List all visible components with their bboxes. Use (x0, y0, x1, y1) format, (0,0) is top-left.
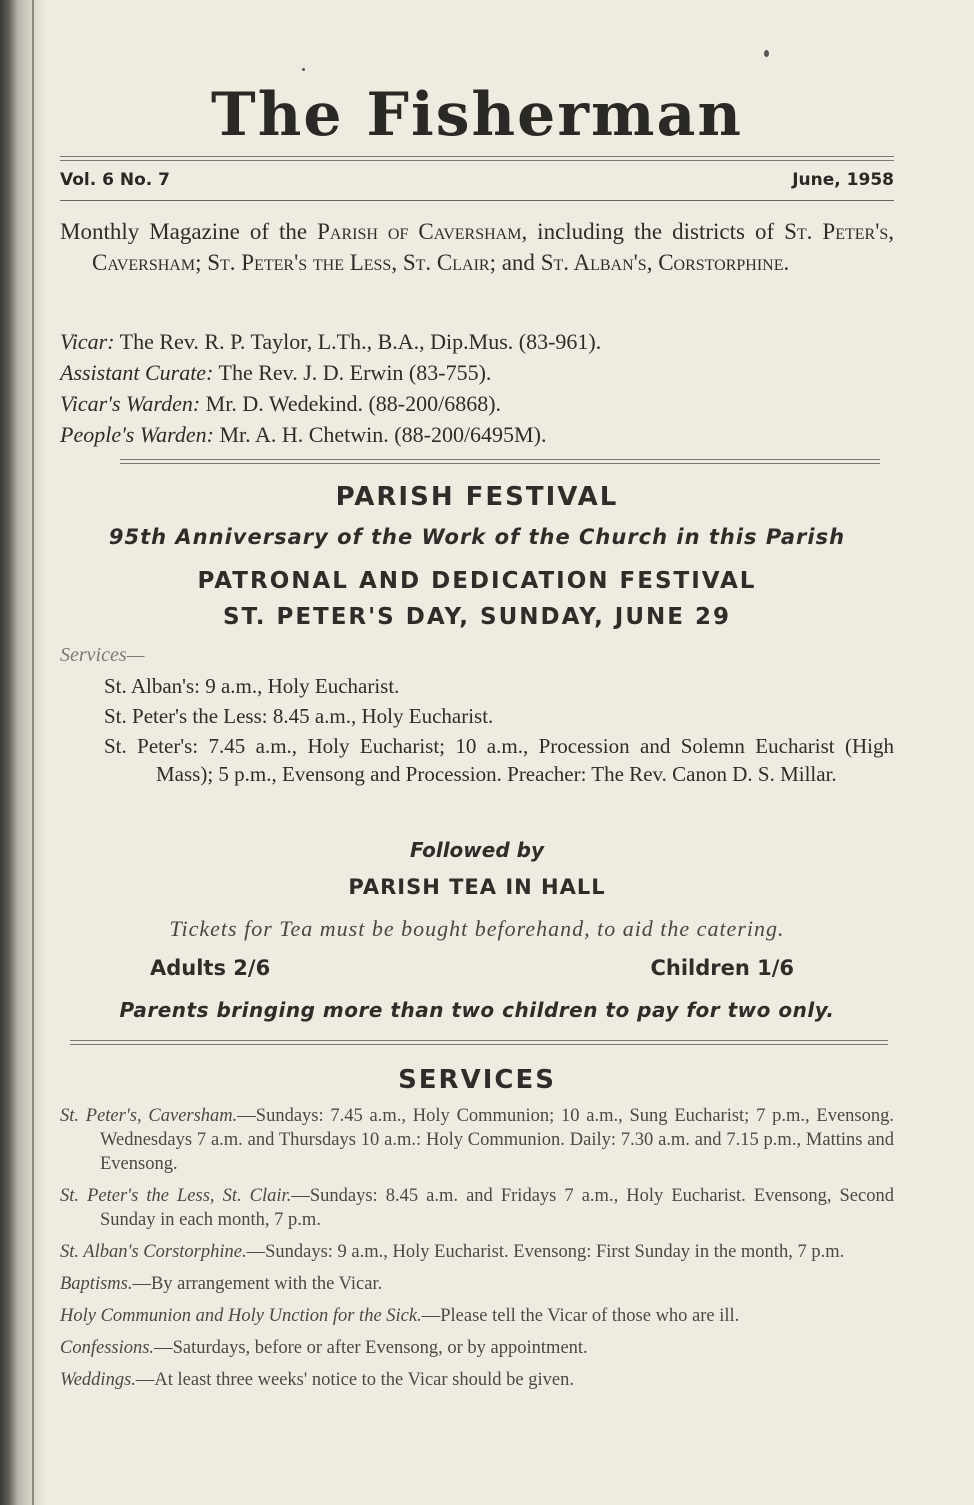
intro-district-2: St. Peter's the Less, St. Clair; (207, 250, 496, 275)
officer-details: Mr. D. Wedekind. (88-200/6868). (200, 391, 502, 416)
service-entry-label: Baptisms. (60, 1274, 133, 1294)
page-binding-shadow (0, 0, 46, 1505)
print-speck (764, 50, 769, 57)
service-entry (60, 1240, 894, 1264)
intro-text-1: Monthly Magazine of the (60, 219, 318, 244)
anniversary-line: 95th Anniversary of the Work of the Church in this Parish (108, 525, 846, 549)
masthead-rule (60, 156, 894, 161)
service-entry (60, 1304, 894, 1328)
service-entry-text: —By arrangement with the Vicar. (132, 1274, 383, 1294)
service-entry-text: —Sundays: 7.45 a.m., Holy Communion; 10 a.m., Sung Eucharist; 7 p.m., Evensong. Wednesdays 7 a.m. and Thursdays 10 a.m.: Holy Communion. Daily: 7.30 a.m. and 7.15 p.m., Mattins and Evensong. (100, 1106, 894, 1174)
parents-note: Parents bringing more than two children to pay for two only. (119, 998, 835, 1022)
service-entry-label: St. Peter's, Caversham. (60, 1106, 238, 1126)
section-rule (120, 459, 880, 464)
service-entry-label: St. Peter's the Less, St. Clair. (60, 1186, 292, 1206)
intro-district-1: St. Peter's, Caversham; (92, 219, 894, 275)
intro-text-2: , including the districts of (521, 219, 785, 244)
officer-details: Mr. A. H. Chetwin. (88-200/6495M). (214, 422, 547, 447)
service-entry (60, 1368, 894, 1392)
service-entry (60, 1272, 894, 1296)
services-sections (60, 1104, 894, 1400)
intro-district-3: St. Alban's, Corstorphine. (540, 250, 790, 275)
officer-details: The Rev. R. P. Taylor, L.Th., B.A., Dip.Mus. (83-961). (114, 329, 602, 354)
service-entry-label: Weddings. (60, 1370, 136, 1390)
service-entry-text: —Sundays: 8.45 a.m. and Fridays 7 a.m., Holy Eucharist. Evensong, Second Sunday in each month, 7 p.m. (100, 1186, 894, 1230)
officer-details: The Rev. J. D. Erwin (83-755). (213, 360, 492, 385)
officer-row (60, 357, 894, 388)
officer-row (60, 326, 894, 357)
followed-by-line: Followed by (410, 838, 544, 862)
officer-role: Vicar's Warden: (60, 391, 201, 416)
adults-price: Adults 2/6 (150, 956, 271, 980)
service-entry-text: —Please tell the Vicar of those who are ill. (421, 1306, 740, 1326)
list-item: St. Alban's: 9 a.m., Holy Eucharist. (104, 674, 400, 698)
issue-date: June, 1958 (792, 170, 894, 190)
officer-row (60, 419, 894, 450)
service-entry-label: Confessions. (60, 1338, 155, 1358)
price-line (150, 956, 794, 984)
section-rule (70, 1040, 888, 1045)
service-entry-text: —Saturdays, before or after Evensong, or by appointment. (154, 1338, 588, 1358)
issue-rule (60, 200, 894, 201)
officers-list (60, 326, 894, 450)
children-price: Children 1/6 (650, 956, 794, 980)
intro-paragraph (60, 216, 894, 278)
officer-role: Vicar: (60, 329, 115, 354)
service-entry-text: —At least three weeks' notice to the Vicar should be given. (135, 1370, 574, 1390)
service-entry (60, 1184, 894, 1232)
services-heading: SERVICES (398, 1065, 556, 1095)
binding-edge (32, 0, 34, 1505)
masthead-title: The Fisherman (211, 80, 743, 150)
officer-row (60, 388, 894, 419)
parish-tea-heading: PARISH TEA IN HALL (348, 875, 606, 899)
tickets-note: Tickets for Tea must be bought beforehand, to aid the catering. (169, 916, 785, 941)
list-item: St. Peter's: 7.45 a.m., Holy Eucharist; 10 a.m., Procession and Solemn Eucharist (High Mass); 5 p.m., Evensong and Procession. Preacher: The Rev. Canon D. S. Millar. (104, 734, 894, 786)
magazine-page (60, 0, 894, 1505)
festival-date-line: ST. PETER'S DAY, SUNDAY, JUNE 29 (222, 604, 732, 630)
issue-line (60, 170, 894, 192)
services-label: Services— (60, 644, 145, 666)
list-item: St. Peter's the Less: 8.45 a.m., Holy Eucharist. (104, 704, 494, 728)
patronal-heading: PATRONAL AND DEDICATION FESTIVAL (197, 568, 757, 594)
service-entry-label: St. Alban's Corstorphine. (60, 1242, 247, 1262)
festival-heading: PARISH FESTIVAL (335, 482, 619, 512)
service-entry-label: Holy Communion and Holy Unction for the Sick. (60, 1306, 422, 1326)
service-entry (60, 1336, 894, 1360)
intro-text-3: and (495, 250, 541, 275)
issue-volume: Vol. 6 No. 7 (60, 170, 170, 190)
intro-parish: Parish of Caversham (317, 219, 522, 244)
service-entry-text: —Sundays: 9 a.m., Holy Eucharist. Evensong: First Sunday in the month, 7 p.m. (246, 1242, 845, 1262)
service-entry (60, 1104, 894, 1176)
festival-services-list (104, 672, 894, 790)
officer-role: Assistant Curate: (60, 360, 214, 385)
officer-role: People's Warden: (60, 422, 214, 447)
print-speck (302, 68, 305, 71)
